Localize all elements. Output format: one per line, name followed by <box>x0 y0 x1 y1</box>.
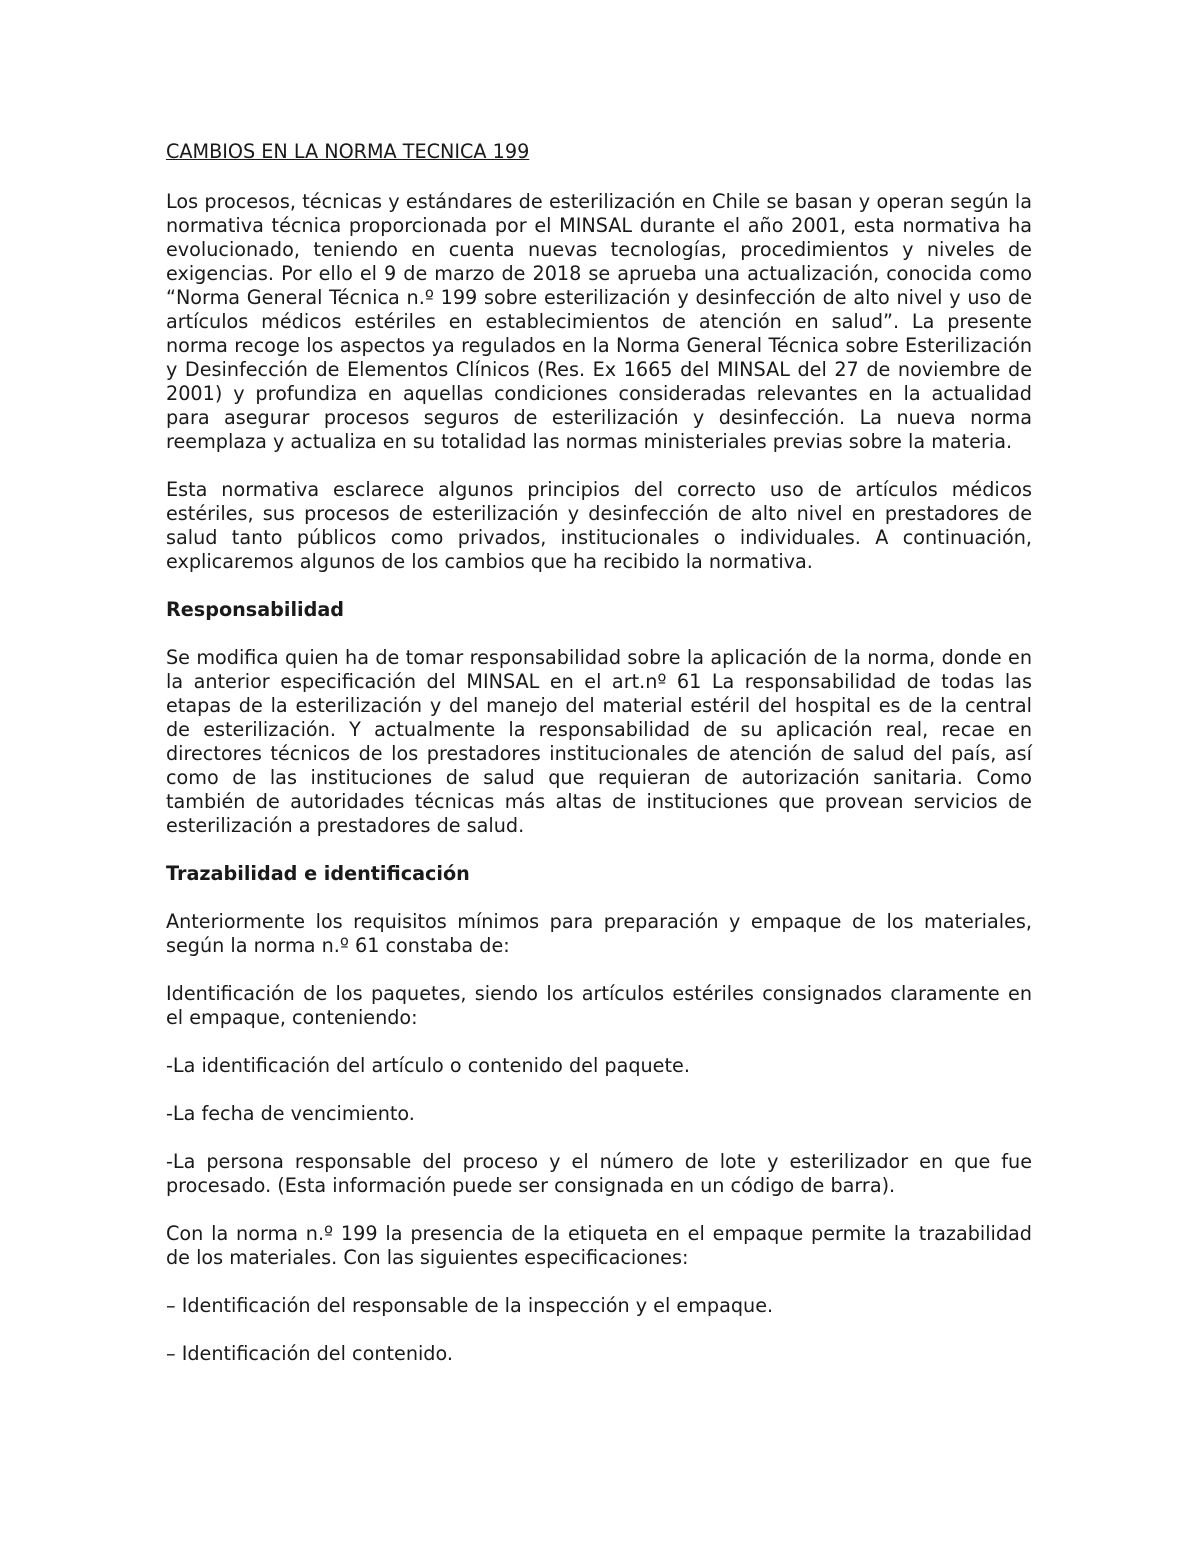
list-item-identificacion-articulo: -La identificación del artículo o contenido del paquete. <box>166 1054 690 1077</box>
trazabilidad-paragraph-3: Con la norma n.º 199 la presencia de la etiqueta en el empaque permite la trazabilidad de los materiales. Con las siguientes especificaciones: <box>166 1222 1032 1269</box>
section-heading-responsabilidad: Responsabilidad <box>166 598 345 621</box>
trazabilidad-paragraph-1: Anteriormente los requisitos mínimos para preparación y empaque de los materiales, según la norma n.º 61 constaba de: <box>166 910 1032 957</box>
list-item-identificacion-contenido: – Identificación del contenido. <box>166 1342 453 1365</box>
list-item-persona-responsable: -La persona responsable del proceso y el número de lote y esterilizador en que fue procesado. (Esta información puede ser consignada en un código de barra). <box>166 1150 1032 1197</box>
responsabilidad-paragraph: Se modifica quien ha de tomar responsabilidad sobre la aplicación de la norma, donde en la anterior especificación del MINSAL en el art.nº 61 La responsabilidad de todas las etapas de la esterilización y del manejo del material estéril del hospital es de la central de esterilización. Y actualmente la responsabilidad de su aplicación real, recae en directores técnicos de los prestadores institucionales de atención de salud del país, así como de las instituciones de salud que requieran de autorización sanitaria. Como también de autoridades técnicas más altas de instituciones que provean servicios de esterilización a prestadores de salud. <box>166 646 1032 837</box>
intro-paragraph-2: Esta normativa esclarece algunos principios del correcto uso de artículos médicos estériles, sus procesos de esterilización y desinfección de alto nivel en prestadores de salud tanto públicos como privados, institucionales o individuales. A continuación, explicaremos algunos de los cambios que ha recibido la normativa. <box>166 478 1032 573</box>
document-page <box>166 138 1032 1390</box>
intro-paragraph-1: Los procesos, técnicas y estándares de esterilización en Chile se basan y operan según la normativa técnica proporcionada por el MINSAL durante el año 2001, esta normativa ha evolucionado, teniendo en cuenta nuevas tecnologías, procedimientos y niveles de exigencias. Por ello el 9 de marzo de 2018 se aprueba una actualización, conocida como “Norma General Técnica n.º 199 sobre esterilización y desinfección de alto nivel y uso de artículos médicos estériles en establecimientos de atención en salud”. La presente norma recoge los aspectos ya regulados en la Norma General Técnica sobre Esterilización y Desinfección de Elementos Clínicos (Res. Ex 1665 del MINSAL del 27 de noviembre de 2001) y profundiza en aquellas condiciones consideradas relevantes en la actualidad para asegurar procesos seguros de esterilización y desinfección. La nueva norma reemplaza y actualiza en su totalidad las normas ministeriales previas sobre la materia. <box>166 190 1032 453</box>
list-item-fecha-vencimiento: -La fecha de vencimiento. <box>166 1102 415 1125</box>
list-item-responsable-inspeccion: – Identificación del responsable de la inspección y el empaque. <box>166 1294 774 1317</box>
section-heading-trazabilidad: Trazabilidad e identificación <box>166 862 470 885</box>
trazabilidad-paragraph-2: Identificación de los paquetes, siendo los artículos estériles consignados claramente en el empaque, conteniendo: <box>166 982 1032 1029</box>
document-title: CAMBIOS EN LA NORMA TECNICA 199 <box>166 140 530 163</box>
